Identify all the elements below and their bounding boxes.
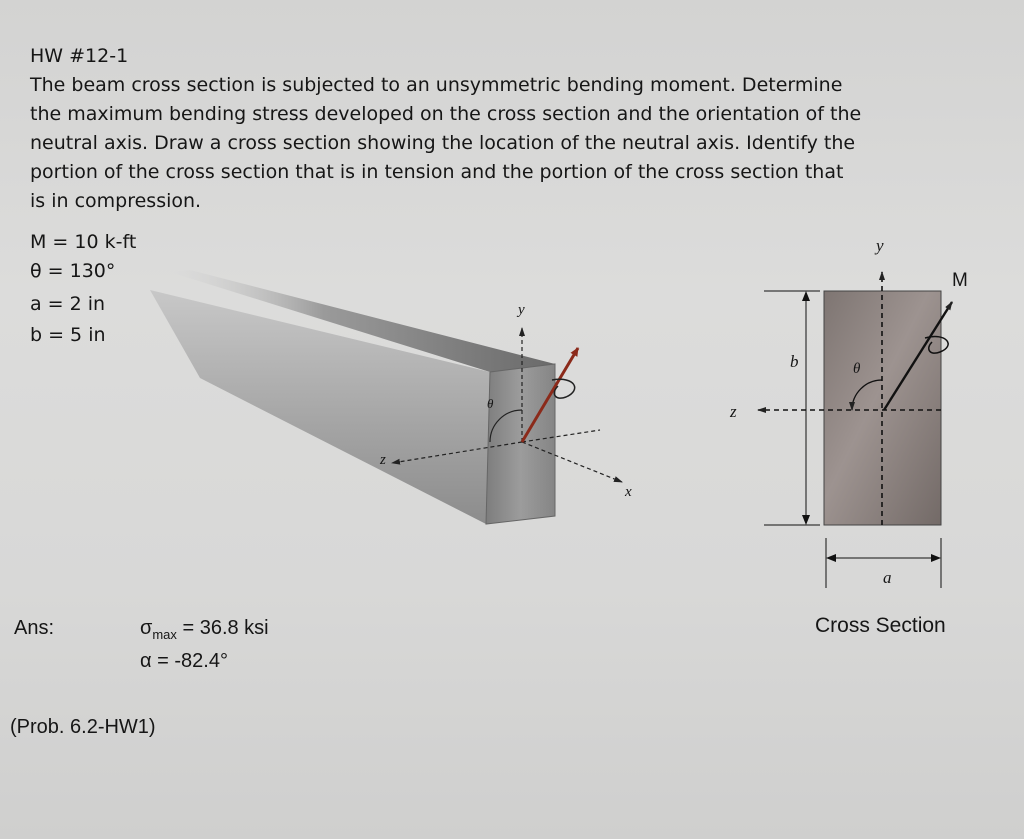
cross-section-figure [758, 272, 952, 588]
answer-label: Ans: [14, 617, 55, 639]
problem-line: the maximum bending stress developed on the cross section and the orientation of the [30, 103, 862, 125]
cs-b-label: b [790, 352, 799, 371]
beam-z-label: z [380, 452, 386, 468]
sigma-subscript: max [152, 627, 177, 642]
beam-y-label: y [518, 302, 525, 318]
beam-end-face [486, 364, 555, 524]
beam-figure [150, 270, 622, 524]
cs-caption: Cross Section [815, 614, 946, 637]
cs-theta-label: θ [853, 361, 861, 377]
problem-line: portion of the cross section that is in tension and the portion of the cross section that [30, 161, 844, 183]
beam-theta-label: θ [487, 396, 494, 411]
cs-a-label: a [883, 568, 892, 587]
problem-line: is in compression. [30, 190, 202, 212]
given-moment: M = 10 k-ft [30, 231, 137, 253]
sigma-value: = 36.8 ksi [176, 617, 269, 639]
cs-y-label: y [876, 236, 884, 255]
beam-side-face [150, 290, 490, 524]
problem-code: HW #12-1 [30, 45, 129, 67]
problem-line: The beam cross section is subjected to an unsymmetric bending moment. Determine [30, 74, 843, 96]
cs-m-label: M [952, 270, 968, 291]
given-theta: θ = 130° [30, 260, 116, 282]
beam-x-label: x [625, 484, 632, 500]
sigma-symbol: σ [140, 617, 153, 639]
answer-alpha: α = -82.4° [140, 650, 228, 672]
problem-reference: (Prob. 6.2-HW1) [10, 716, 156, 738]
answer-sigma [140, 617, 269, 642]
given-b: b = 5 in [30, 324, 106, 346]
given-a: a = 2 in [30, 293, 106, 315]
cs-z-label: z [730, 402, 737, 421]
problem-line: neutral axis. Draw a cross section showing the location of the neutral axis. Identify the [30, 132, 856, 154]
